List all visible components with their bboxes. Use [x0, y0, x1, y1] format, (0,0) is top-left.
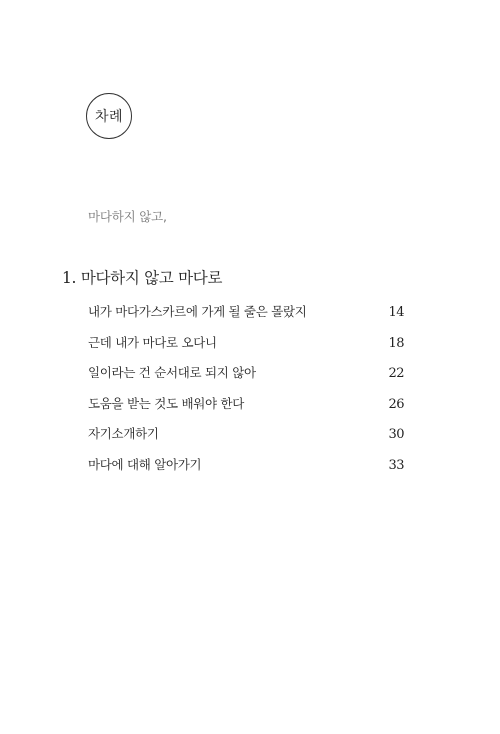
toc-entry-page: 18: [388, 335, 404, 351]
toc-entry-page: 26: [388, 396, 404, 412]
prologue-title[interactable]: 마다하지 않고,: [88, 209, 167, 224]
toc-entry-page: 33: [388, 457, 404, 473]
toc-entry[interactable]: [88, 424, 404, 455]
toc-list: [88, 302, 404, 485]
toc-heading: 차례: [94, 109, 124, 125]
toc-entry-title: 일이라는 건 순서대로 되지 않아: [88, 365, 256, 380]
toc-entry[interactable]: [88, 302, 404, 333]
toc-entry[interactable]: [88, 455, 404, 486]
toc-entry-page: 14: [388, 305, 404, 320]
toc-entry-page: 22: [388, 366, 404, 381]
toc-entry-title: 마다에 대해 알아가기: [88, 456, 202, 472]
toc-entry[interactable]: [88, 363, 404, 394]
toc-heading-badge: [86, 93, 132, 139]
toc-entry-page: 30: [388, 427, 404, 442]
toc-entry[interactable]: [88, 333, 404, 364]
toc-entry-title: 근데 내가 마다로 오다니: [88, 334, 217, 350]
toc-entry[interactable]: [88, 394, 404, 425]
toc-entry-title: 도움을 받는 것도 배워야 한다: [88, 395, 244, 411]
part-title[interactable]: 1. 마다하지 않고 마다로: [62, 269, 223, 287]
toc-entry-title: 자기소개하기: [88, 426, 159, 441]
toc-entry-title: 내가 마다가스카르에 가게 될 줄은 몰랐지: [88, 304, 307, 319]
